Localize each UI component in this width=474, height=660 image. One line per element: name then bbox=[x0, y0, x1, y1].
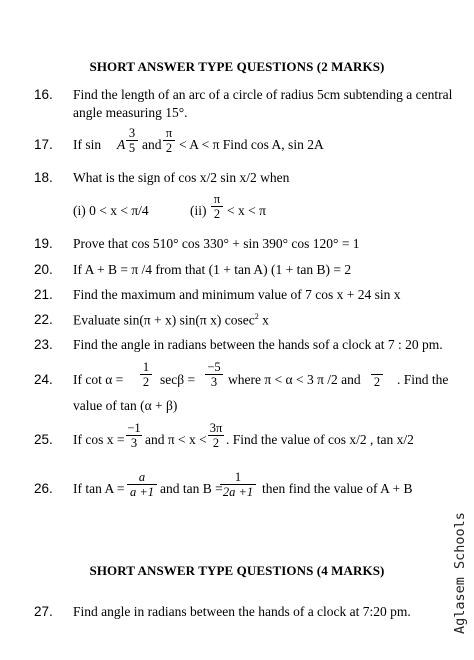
question-text: < A < π Find cos A, sin 2A bbox=[179, 137, 324, 152]
question-number: 17. bbox=[34, 137, 53, 152]
question-number: 19. bbox=[34, 236, 53, 251]
fraction bbox=[371, 360, 383, 389]
fraction bbox=[163, 126, 175, 155]
denominator: 2 bbox=[373, 375, 381, 389]
question-text: Prove that cos 510° cos 330° + sin 390° cos 120° = 1 bbox=[73, 236, 360, 251]
question-number: 22. bbox=[34, 312, 53, 327]
question-number: 18. bbox=[34, 170, 53, 185]
question-text: then find the value of A + B bbox=[262, 481, 413, 496]
question-text: where π < α < 3 π /2 and bbox=[228, 372, 361, 387]
question-number: 21. bbox=[34, 287, 53, 302]
question-text: . Find the value of cos x/2 , tan x/2 bbox=[226, 432, 414, 447]
question-text: Find the angle in radians between the hands sof a clock at 7 : 20 pm. bbox=[73, 337, 443, 352]
superscript: 2 bbox=[254, 312, 259, 321]
question-text: If A + B = π /4 from that (1 + tan A) (1 + tan B) = 2 bbox=[73, 262, 352, 277]
denominator: 2 bbox=[165, 141, 173, 155]
fraction bbox=[211, 192, 223, 221]
fraction bbox=[140, 360, 152, 389]
question-text: If cot α = bbox=[73, 372, 124, 387]
denominator: a +1 bbox=[129, 485, 155, 499]
question-number: 23. bbox=[34, 337, 53, 352]
question-text: Find angle in radians between the hands of a clock at 7:20 pm. bbox=[73, 604, 411, 619]
question-text: and π < x < bbox=[145, 432, 207, 447]
question-text: secβ = bbox=[160, 372, 196, 387]
numerator: 1 bbox=[140, 360, 152, 375]
section-heading-2-marks: SHORT ANSWER TYPE QUESTIONS (2 MARKS) bbox=[89, 59, 385, 74]
watermark-text: Aglasem Schools bbox=[452, 512, 468, 634]
question-text: Find the maximum and minimum value of 7 cos x + 24 sin x bbox=[73, 287, 401, 302]
question-number: 26. bbox=[34, 481, 53, 496]
numerator: −5 bbox=[205, 360, 223, 375]
question-text: . Find the bbox=[397, 372, 449, 387]
numerator: a bbox=[127, 470, 157, 485]
denominator: 3 bbox=[210, 375, 218, 389]
numerator: 3 bbox=[126, 126, 138, 141]
question-text: angle measuring 15°. bbox=[73, 105, 188, 120]
question-text bbox=[73, 312, 269, 329]
question-text: (i) 0 < x < π/4 bbox=[73, 203, 149, 218]
numerator: π bbox=[163, 126, 175, 141]
denominator: 2a +1 bbox=[222, 485, 254, 499]
math-variable: A bbox=[117, 137, 126, 152]
numerator: −1 bbox=[127, 421, 141, 435]
denominator: 2 bbox=[142, 375, 150, 389]
fraction bbox=[205, 360, 223, 389]
question-text: What is the sign of cos x/2 sin x/2 when bbox=[73, 170, 290, 185]
denominator: 2 bbox=[213, 207, 221, 221]
fraction bbox=[126, 126, 138, 155]
denominator: 3 bbox=[130, 436, 138, 450]
question-number: 16. bbox=[34, 87, 53, 102]
question-text: (ii) bbox=[190, 203, 207, 218]
denominator: 2 bbox=[212, 436, 220, 450]
denominator: 5 bbox=[128, 141, 136, 155]
fraction bbox=[127, 470, 157, 499]
question-text: If sin bbox=[73, 137, 102, 152]
numerator: 1 bbox=[220, 470, 256, 485]
question-text: If cos x = bbox=[73, 432, 125, 447]
fraction bbox=[208, 421, 224, 450]
section-heading-4-marks: SHORT ANSWER TYPE QUESTIONS (4 MARKS) bbox=[89, 563, 385, 578]
numerator: π bbox=[211, 192, 223, 207]
question-number: 24. bbox=[34, 372, 53, 387]
numerator bbox=[371, 360, 383, 375]
question-text: value of tan (α + β) bbox=[73, 398, 178, 413]
question-text: < x < π bbox=[227, 203, 266, 218]
fraction bbox=[126, 421, 142, 450]
numerator: 3π bbox=[209, 421, 223, 435]
question-number: 27. bbox=[34, 604, 53, 619]
question-text: If tan A = bbox=[73, 481, 125, 496]
fraction bbox=[220, 470, 256, 499]
question-text: and tan B = bbox=[160, 481, 223, 496]
question-number: 25. bbox=[34, 432, 53, 447]
question-text: and bbox=[142, 137, 162, 152]
question-text-main: Evaluate sin(π + x) sin(π x) cosec bbox=[73, 312, 255, 328]
question-text-tail: x bbox=[258, 312, 269, 328]
question-text: Find the length of an arc of a circle of radius 5cm subtending a central bbox=[73, 87, 453, 102]
question-number: 20. bbox=[34, 262, 53, 277]
